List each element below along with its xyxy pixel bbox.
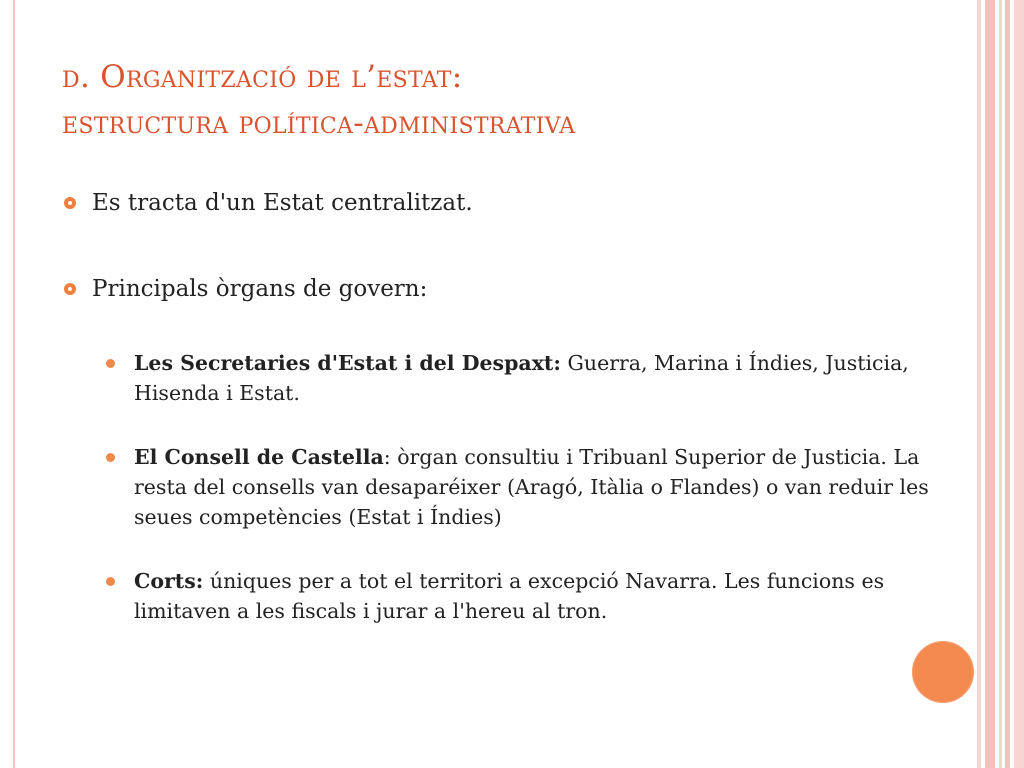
sub-bullet-item <box>104 442 942 532</box>
sub-bullet-list <box>104 348 942 626</box>
sub-bullet-dot-icon <box>106 453 115 462</box>
slide-title-line-1: d. Organització de l’estat: <box>62 59 463 95</box>
sub-bullet-item <box>104 348 942 408</box>
sub-bullet-bold-text: Corts: <box>134 569 204 593</box>
slide-title-line-2: estructura política-administrativa <box>62 105 576 141</box>
bullet-text: Principals òrgans de govern: <box>92 276 428 302</box>
right-decor-stripe <box>999 0 1002 768</box>
sub-bullet-bold-text: El Consell de Castella <box>134 445 384 469</box>
orange-circle-decoration <box>912 641 974 703</box>
bullet-circle-icon <box>64 197 76 209</box>
slide-content <box>62 186 942 660</box>
bullet-text: Es tracta d'un Estat centralitzat. <box>92 190 473 216</box>
left-border-line <box>13 0 15 768</box>
right-decor-stripe <box>985 0 995 768</box>
right-decor-stripe <box>1014 0 1024 768</box>
sub-bullet-dot-icon <box>106 359 115 368</box>
right-decor-stripe <box>1005 0 1010 768</box>
sub-bullet-bold-text: Les Secretaries d'Estat i del Despaxt: <box>134 351 561 375</box>
sub-bullet-text: Guerra, Marina i Índies, Justicia, Hisenda i Estat. <box>134 351 909 405</box>
sub-bullet-text: úniques per a tot el territori a excepció Navarra. Les funcions es limitaven a les fiscals i jurar a l'hereu al tron. <box>134 569 885 623</box>
right-decor-stripe <box>977 0 981 768</box>
bullet-item <box>62 272 942 306</box>
bullet-item <box>62 186 942 220</box>
sub-bullet-text: : òrgan consultiu i Tribuanl Superior de Justicia. La resta del consells van desaparéixer (Aragó, Itàlia o Flandes) o van reduir les seues competències (Estat i Índies) <box>134 445 929 529</box>
bullet-circle-icon <box>64 283 76 295</box>
slide-title <box>62 54 952 146</box>
sub-bullet-item <box>104 566 942 626</box>
sub-bullet-dot-icon <box>106 577 115 586</box>
